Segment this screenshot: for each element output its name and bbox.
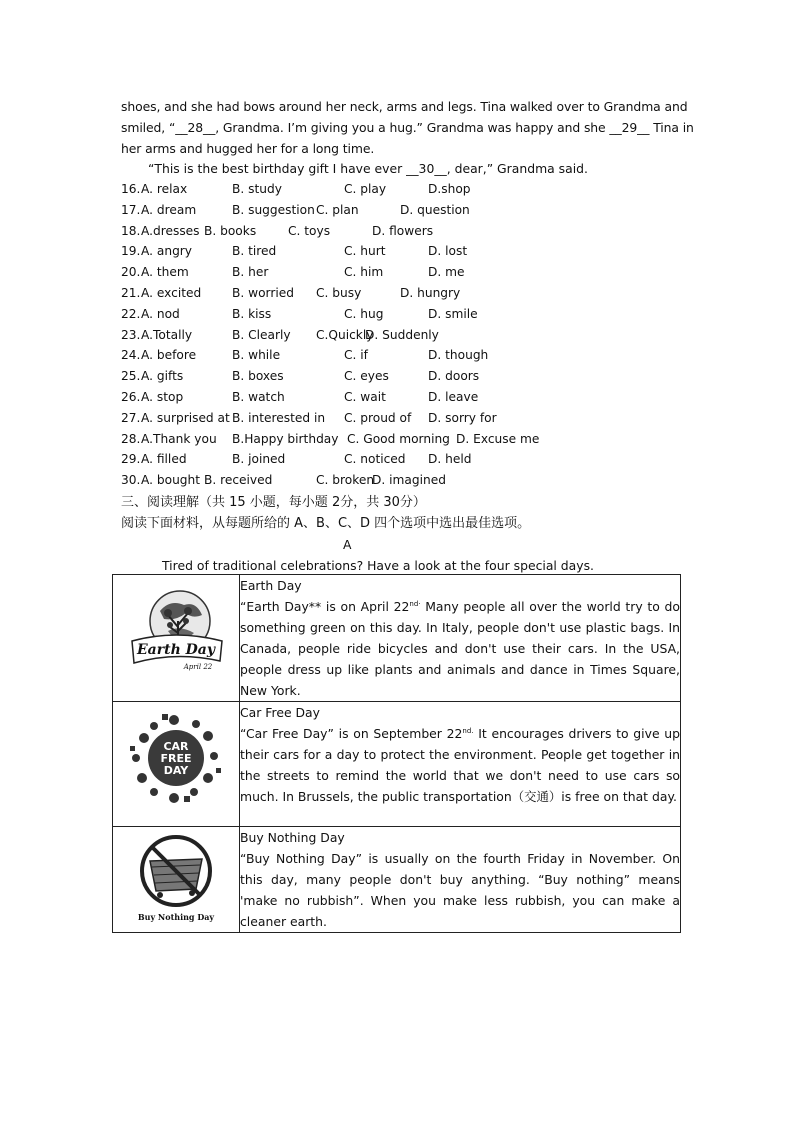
car-free-logo-text-2: FREE <box>160 752 192 765</box>
car-free-day-text-cell <box>240 702 681 827</box>
option-c: C. proud of <box>344 410 412 425</box>
option-number-and-a: 21. <box>121 285 141 300</box>
option-d: D. though <box>428 348 489 363</box>
buy-nothing-logo-text: Buy Nothing Day <box>137 912 215 922</box>
section-instruction: 阅读下面材料，从每题所给的 A、B、C、D 四个选项中选出最佳选项。 <box>121 516 531 531</box>
option-c: C. eyes <box>344 369 389 384</box>
day-title: Car Free Day <box>240 705 320 720</box>
option-a: A.dresses <box>141 223 200 238</box>
option-row <box>121 200 681 221</box>
option-row <box>121 325 681 346</box>
option-d: D. held <box>428 452 472 467</box>
option-d: D. doors <box>428 369 480 384</box>
option-c: C. noticed <box>344 452 406 467</box>
option-d: D. Suddenly <box>365 327 439 342</box>
option-b: B. tired <box>232 244 277 259</box>
day-title: Earth Day <box>240 578 302 593</box>
option-row <box>121 429 681 450</box>
option-b: B. joined <box>232 452 286 467</box>
table-row <box>113 702 681 827</box>
option-a: A. relax <box>141 182 188 196</box>
option-d: D. me <box>428 265 465 280</box>
special-days-table <box>112 574 681 933</box>
option-a: A. filled <box>141 452 187 467</box>
option-b: B. suggestion <box>232 202 315 217</box>
car-free-day-logo-cell <box>113 702 240 827</box>
option-a: A. bought <box>141 473 201 488</box>
option-d: D. imagined <box>372 473 446 488</box>
option-row <box>121 470 681 491</box>
option-number-and-a: 16. <box>121 182 141 196</box>
option-b: B. boxes <box>232 369 284 384</box>
option-row <box>121 408 681 429</box>
option-b: B. watch <box>232 389 285 404</box>
option-d: D. smile <box>428 306 478 321</box>
option-d: D. leave <box>428 389 479 404</box>
option-row <box>121 387 681 408</box>
option-a: A. before <box>141 348 197 363</box>
option-row <box>121 283 681 304</box>
option-row <box>121 241 681 262</box>
earth-day-text-cell <box>240 575 681 702</box>
option-b: B. her <box>232 265 269 280</box>
earth-day-logo-sub: April 22 <box>183 663 213 671</box>
option-b: B.Happy birthday <box>232 431 339 446</box>
option-row <box>121 262 681 283</box>
option-d: D. question <box>400 202 470 217</box>
option-c: C. him <box>344 265 384 280</box>
car-free-day-logo-icon <box>124 708 228 808</box>
option-c: C. plan <box>316 202 359 217</box>
option-a: A. stop <box>141 389 184 404</box>
option-d: D. flowers <box>372 223 434 238</box>
option-number-and-a: 20. <box>121 265 141 280</box>
option-c: C. busy <box>316 285 362 300</box>
option-number-and-a: 24. <box>121 348 141 363</box>
day-description: “Buy Nothing Day” is usually on the fourth Friday in November. On this day, many people don't buy anything. “Buy nothing” means 'make no rubbish”. When you make less rubbish, you can make a cleaner earth. <box>240 851 680 929</box>
option-d: D.shop <box>428 182 471 196</box>
option-number-and-a: 28. <box>121 431 141 446</box>
earth-day-logo-icon <box>124 581 228 677</box>
option-b: B. while <box>232 348 281 363</box>
option-a: A. gifts <box>141 369 184 384</box>
option-row <box>121 449 681 470</box>
option-a: A. them <box>141 265 189 280</box>
option-c: C. wait <box>344 389 386 404</box>
option-b: B. received <box>204 473 273 488</box>
option-a: A.Thank you <box>141 431 217 446</box>
day-title: Buy Nothing Day <box>240 830 345 845</box>
passage-line: her arms and hugged her for a long time. <box>121 141 375 156</box>
option-b: B. kiss <box>232 306 272 321</box>
option-row <box>121 345 681 366</box>
option-number-and-a: 30. <box>121 473 141 488</box>
buy-nothing-day-logo-cell <box>113 827 240 933</box>
option-number-and-a: 22. <box>121 306 141 321</box>
table-row <box>113 827 681 933</box>
option-number-and-a: 23. <box>121 327 141 342</box>
option-d: D. lost <box>428 244 468 259</box>
option-b: B. books <box>204 223 257 238</box>
day-description: “Earth Day** is on April $22^{nd\cdot}$ Many people all over the world try to do something green on this day. In Italy, people don't use plastic bags. In Canada, people ride bicycles and don't use their cars. In the USA, people dress up like plants and animals and dance in Times Square, New York. <box>240 599 680 698</box>
option-number-and-a: 19. <box>121 244 141 259</box>
buy-nothing-day-logo-icon <box>122 833 230 925</box>
cloze-options-list <box>121 179 681 491</box>
car-free-logo-text-3: DAY <box>163 764 189 777</box>
passage-line: smiled, “__28__, Grandma. I’m giving you a hug.” Grandma was happy and she __29__ Tina in <box>121 120 694 135</box>
option-row <box>121 179 681 200</box>
option-b: B. interested in <box>232 410 326 425</box>
option-a: A. surprised at <box>141 410 230 425</box>
option-c: C. hug <box>344 306 384 321</box>
passage-quote: “This is the best birthday gift I have ever __30__, dear,” Grandma said. <box>148 161 588 176</box>
option-b: B. worried <box>232 285 294 300</box>
option-c: C. broken <box>316 473 375 488</box>
option-number-and-a: 25. <box>121 369 141 384</box>
option-b: B. Clearly <box>232 327 291 342</box>
earth-day-logo-cell <box>113 575 240 702</box>
option-number-and-a: 29. <box>121 452 141 467</box>
option-d: D. Excuse me <box>456 431 540 446</box>
option-number-and-a: 17. <box>121 202 141 217</box>
buy-nothing-day-text-cell <box>240 827 681 933</box>
cloze-passage <box>121 96 694 159</box>
option-c: C. Good morning <box>347 431 450 446</box>
option-a: A. dream <box>141 202 197 217</box>
option-b: B. study <box>232 182 282 196</box>
table-row <box>113 575 681 702</box>
option-number-and-a: 27. <box>121 410 141 425</box>
option-a: A.Totally <box>141 327 193 342</box>
option-a: A. nod <box>141 306 180 321</box>
day-description: “Car Free Day” is on September $22^{nd.}$ It encourages drivers to give up their cars for a day to protect the environment. People get together in the streets to remind the world that we don't need to use cars so much. In Brussels, the public transportation（交通）is free on that day. <box>240 726 680 804</box>
option-c: C. play <box>344 182 387 196</box>
option-d: D. sorry for <box>428 410 497 425</box>
option-c: C. if <box>344 348 368 363</box>
reading-intro: Tired of traditional celebrations? Have a look at the four special days. <box>162 558 594 573</box>
option-d: D. hungry <box>400 285 461 300</box>
section-heading: 三、阅读理解（共 15 小题，每小题 2分，共 30分） <box>121 495 426 510</box>
option-a: A. excited <box>141 285 202 300</box>
option-row <box>121 221 681 242</box>
option-c: C.Quickly <box>316 327 374 342</box>
passage-line: shoes, and she had bows around her neck, arms and legs. Tina walked over to Grandma and <box>121 99 688 114</box>
option-c: C. toys <box>288 223 331 238</box>
option-c: C. hurt <box>344 244 386 259</box>
option-number-and-a: 26. <box>121 389 141 404</box>
option-row <box>121 366 681 387</box>
option-row <box>121 304 681 325</box>
part-label: A <box>343 537 352 552</box>
car-free-logo-text-1: CAR <box>163 740 189 753</box>
earth-day-logo-text: Earth Day <box>137 642 215 658</box>
option-number-and-a: 18. <box>121 223 141 238</box>
option-a: A. angry <box>141 244 193 259</box>
